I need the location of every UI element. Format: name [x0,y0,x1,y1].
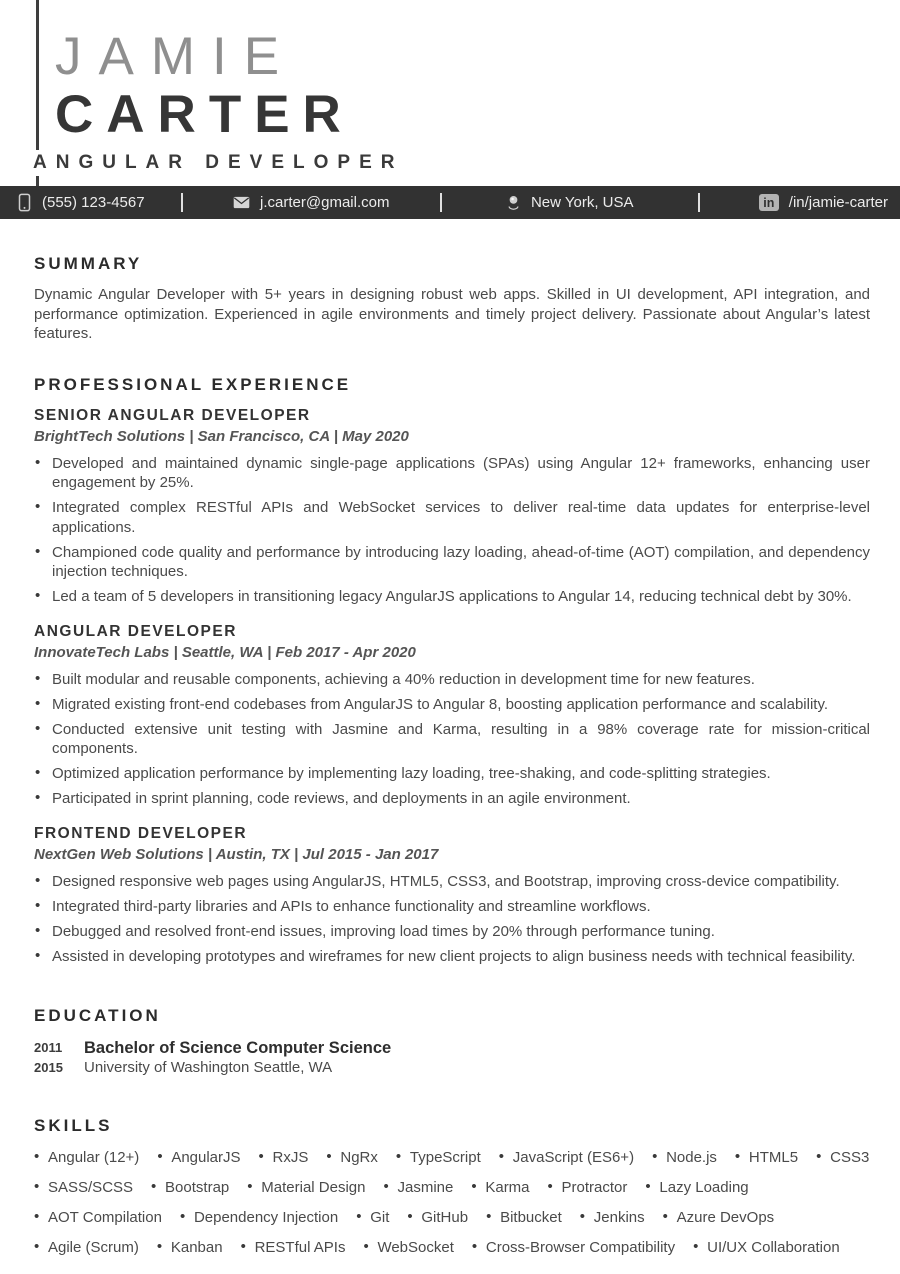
contact-linkedin [700,194,900,211]
education-start-year: 2011 [34,1040,63,1055]
skill-item: • WebSocket [363,1238,453,1257]
job-title: ANGULAR DEVELOPER [34,622,237,640]
linkedin-value[interactable]: /in/jamie-carter [788,194,888,211]
job-entry [34,623,870,809]
skill-item: • Protractor [548,1178,628,1197]
skill-item: • Dependency Injection [180,1208,338,1227]
job-entry [34,825,870,967]
education-degree: Bachelor of Science Computer Science [84,1039,392,1057]
job-bullets [34,454,870,607]
phone-icon [17,193,32,212]
job-bullet: • Developed and maintained dynamic single-page applications (SPAs) using Angular 12+ frameworks, enhancing user engagement by 25%. [34,454,870,493]
job-bullet: • Optimized application performance by implementing lazy loading, tree-shaking, and code-splitting strategies. [34,764,870,784]
job-bullet: • Integrated third-party libraries and APIs to enhance functionality and streamline workflows. [34,897,870,917]
header-job-title: ANGULAR DEVELOPER [33,150,411,176]
job-title: FRONTEND DEVELOPER [34,824,248,842]
job-bullet: • Participated in sprint planning, code reviews, and deployments in an agile environment. [34,789,870,809]
contact-bar [0,186,900,219]
summary-text: Dynamic Angular Developer with 5+ years in designing robust web apps. Skilled in UI development, API integration, and performance optimization. Experienced in agile environments and timely project delivery. Passionate about Angular’s latest features. [34,286,870,342]
skill-item: • UI/UX Collaboration [693,1238,840,1257]
contact-location [442,194,699,212]
jobs-list [34,407,870,967]
skill-item: • Lazy Loading [645,1178,748,1197]
contact-phone [0,193,181,212]
job-entry [34,407,870,607]
last-name: CARTER [55,85,354,144]
experience-heading: PROFESSIONAL EXPERIENCE [34,374,352,394]
header [0,0,900,186]
email-value[interactable]: j.carter@gmail.com [260,194,390,211]
skill-item: • Jenkins [580,1208,645,1227]
job-bullets [34,872,870,967]
skill-item: • Cross-Browser Compatibility [472,1238,675,1257]
skill-item: • Azure DevOps [663,1208,775,1227]
contact-email [183,194,440,211]
summary-heading: SUMMARY [34,254,143,273]
education-end-year: 2015 [34,1060,63,1075]
job-bullet: • Migrated existing front-end codebases from AngularJS to Angular 8, boosting application performance and scalability. [34,695,870,715]
education-heading: EDUCATION [34,1006,161,1025]
job-bullets [34,670,870,809]
skill-item: • RxJS [259,1148,309,1167]
skills-list [34,1148,870,1257]
skills-heading: SKILLS [34,1116,113,1135]
skill-item: • HTML5 [735,1148,798,1167]
location-value: New York, USA [530,194,634,211]
skill-item: • Material Design [247,1178,365,1197]
job-meta: NextGen Web Solutions | Austin, TX | Jul 2015 - Jan 2017 [34,845,439,863]
job-title: SENIOR ANGULAR DEVELOPER [34,406,311,424]
skill-item: • CSS3 [816,1148,869,1167]
job-bullet: • Led a team of 5 developers in transitioning legacy AngularJS applications to Angular 14, reducing technical debt by 30%. [34,587,870,607]
job-bullet: • Championed code quality and performance by introducing lazy loading, ahead-of-time (AOT) compilation, and dependency injection techniques. [34,543,870,582]
job-bullet: • Conducted extensive unit testing with Jasmine and Karma, resulting in a 98% coverage rate for mission-critical components. [34,720,870,759]
skill-item: • Jasmine [383,1178,453,1197]
education-details [84,1038,391,1078]
skill-item: • GitHub [407,1208,468,1227]
linkedin-icon: in [759,194,779,211]
job-bullet: • Integrated complex RESTful APIs and WebSocket services to deliver real-time data updates for enterprise-level applications. [34,498,870,537]
email-icon [233,196,250,209]
skill-item: • Kanban [157,1238,223,1257]
skill-item: • AngularJS [157,1148,240,1167]
job-bullet: • Debugged and resolved front-end issues, improving load times by 20% through performance tuning. [34,922,870,942]
skill-item: • RESTful APIs [241,1238,346,1257]
location-icon [506,194,521,212]
education-years [34,1038,70,1078]
phone-value: (555) 123-4567 [42,194,145,211]
job-bullet: • Assisted in developing prototypes and wireframes for new client projects to align business needs with technical feasibility. [34,947,870,967]
job-meta: InnovateTech Labs | Seattle, WA | Feb 2017 - Apr 2020 [34,643,416,661]
education-school: University of Washington Seattle, WA [84,1059,333,1076]
skill-item: • TypeScript [396,1148,481,1167]
skill-item: • AOT Compilation [34,1208,162,1227]
job-meta: BrightTech Solutions | San Francisco, CA | May 2020 [34,427,409,445]
skill-item: • Bitbucket [486,1208,562,1227]
education-entry [34,1038,870,1078]
skill-item: • Node.js [652,1148,717,1167]
first-name: JAMIE [55,27,297,86]
resume-body [0,254,900,1257]
skill-item: • SASS/SCSS [34,1178,133,1197]
skill-item: • JavaScript (ES6+) [499,1148,634,1167]
skill-item: • Angular (12+) [34,1148,139,1167]
job-bullet: • Built modular and reusable components, achieving a 40% reduction in development time for new features. [34,670,870,690]
job-bullet: • Designed responsive web pages using AngularJS, HTML5, CSS3, and Bootstrap, improving cross-device compatibility. [34,872,870,892]
skill-item: • NgRx [326,1148,378,1167]
skill-item: • Bootstrap [151,1178,229,1197]
skill-item: • Karma [471,1178,529,1197]
skill-item: • Git [356,1208,389,1227]
skill-item: • Agile (Scrum) [34,1238,139,1257]
